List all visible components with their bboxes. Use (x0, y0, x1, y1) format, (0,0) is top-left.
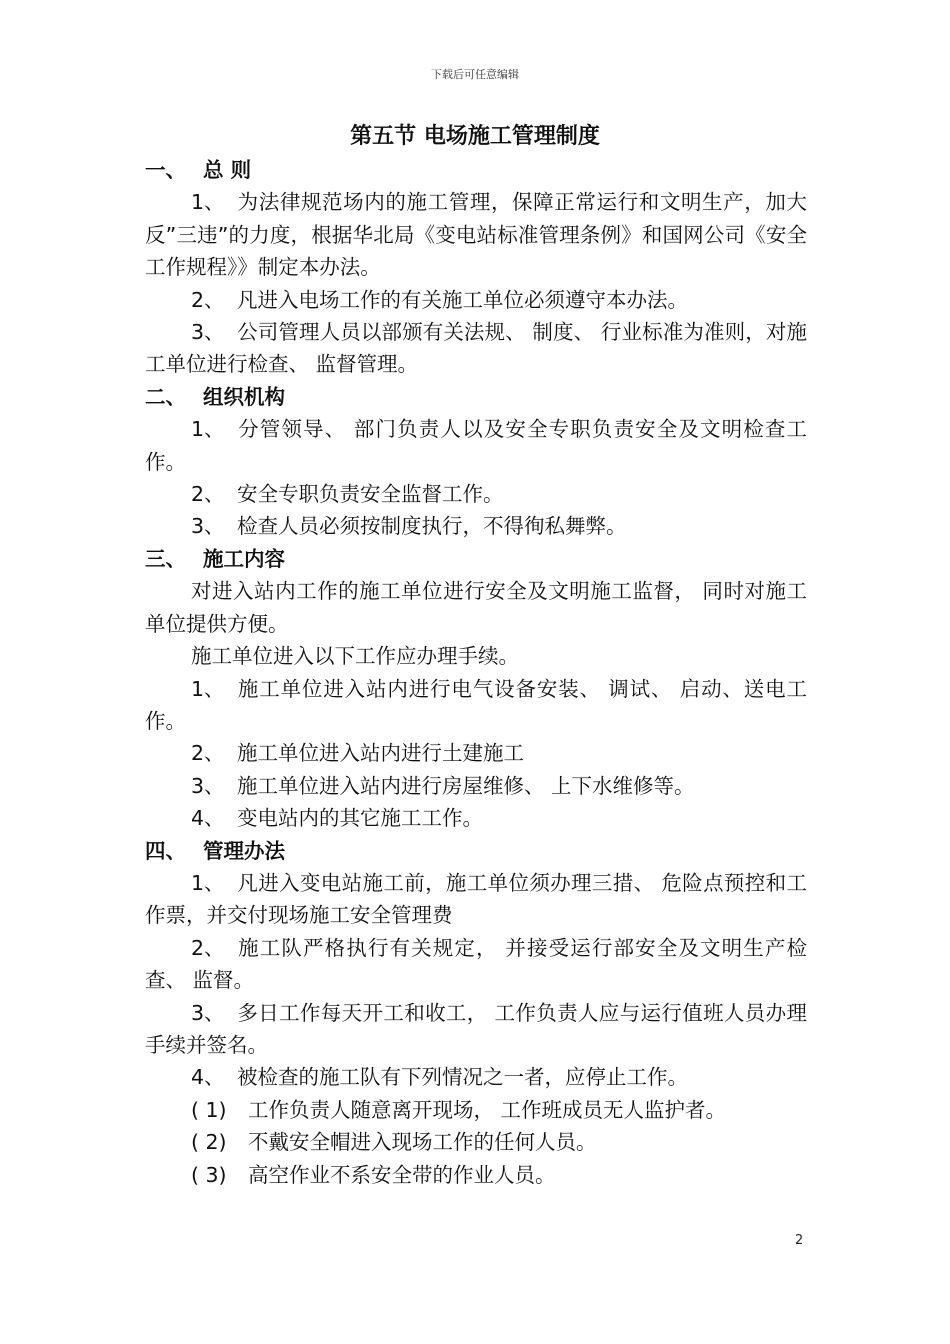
paragraph-text: 被检查的施工队有下列情况之一者，应停止工作。 (237, 1065, 688, 1090)
list-item-text: 不戴安全帽进入现场工作的任何人员。 (248, 1130, 597, 1155)
list-item-number: ( 2) (191, 1130, 227, 1155)
paragraph (145, 478, 807, 510)
paragraph-number: 1、 (191, 676, 225, 701)
paragraph-text: 多日工作每天开工和收工， 工作负责人应与运行值班人员办理手续并签名。 (145, 1000, 807, 1057)
paragraph (145, 770, 807, 802)
paragraph-text: 公司管理人员以部颁有关法规、 制度、 行业标准为准则，对施工单位进行检查、 监督管理。 (145, 320, 807, 377)
paragraph-text: 为法律规范场内的施工管理，保障正常运行和文明生产，加大反”三违”的力度，根据华北局《变电站标准管理条例》和国网公司《安全工作规程》》制定本办法。 (145, 190, 807, 280)
paragraph-number: 2、 (191, 741, 225, 766)
paragraph (145, 510, 807, 542)
paragraph-number: 4、 (191, 1065, 225, 1090)
section-heading-organization (145, 381, 807, 413)
list-item (145, 1159, 807, 1191)
paragraph-number: 3、 (191, 1000, 225, 1025)
paragraph (145, 284, 807, 316)
paragraph-text: 检查人员必须按制度执行，不得徇私舞弊。 (237, 514, 627, 539)
paragraph-number: 1、 (191, 870, 225, 895)
paragraph-text: 施工单位进入以下工作应办理手续。 (191, 644, 519, 669)
section-title: 总 则 (203, 158, 252, 182)
list-item-text: 工作负责人随意离开现场， 工作班成员无人监护者。 (248, 1097, 727, 1122)
paragraph (145, 673, 807, 738)
section-number: 三、 (145, 546, 186, 571)
paragraph-text: 安全专职负责安全监督工作。 (237, 482, 504, 507)
paragraph (145, 997, 807, 1062)
paragraph-text: 施工队严格执行有关规定， 并接受运行部安全及文明生产检查、 监督。 (145, 935, 807, 993)
paragraph (145, 186, 807, 283)
paragraph-text: 分管领导、 部门负责人以及安全专职负责安全及文明检查工作。 (145, 417, 807, 474)
section-title: 组织机构 (203, 384, 285, 409)
paragraph (145, 932, 807, 997)
paragraph-number: 2、 (191, 935, 225, 960)
section-number: 四、 (145, 838, 186, 863)
paragraph-number: 2、 (191, 482, 225, 507)
section-title: 施工内容 (203, 546, 285, 571)
paragraph-text: 凡进入电场工作的有关施工单位必须遵守本办法。 (237, 287, 688, 312)
paragraph-number: 3、 (191, 514, 225, 539)
document-title: 第五节 电场施工管理制度 (350, 124, 600, 149)
paragraph (145, 316, 807, 381)
section-heading-general (145, 154, 807, 186)
paragraph-number: 3、 (191, 320, 225, 345)
paragraph-text: 施工单位进入站内进行土建施工 (237, 741, 524, 766)
list-item-number: ( 3) (191, 1162, 227, 1187)
page-number: 2 (795, 1233, 804, 1248)
paragraph (145, 1061, 807, 1093)
paragraph-number: 3、 (191, 773, 225, 798)
paragraph-number: 1、 (191, 417, 225, 442)
paragraph-number: 2、 (191, 287, 225, 312)
paragraph (145, 802, 807, 834)
paragraph-text: 施工单位进入站内进行电气设备安装、 调试、 启动、送电工作。 (145, 676, 807, 733)
paragraph (145, 737, 807, 769)
paragraph-text: 施工单位进入站内进行房屋维修、 上下水维修等。 (237, 773, 695, 798)
paragraph-number: 1、 (191, 190, 225, 215)
section-number: 二、 (145, 384, 186, 409)
section-heading-management-measures (145, 835, 807, 867)
paragraph (145, 575, 807, 640)
list-item-text: 高空作业不系安全带的作业人员。 (248, 1162, 556, 1187)
paragraph-text: 对进入站内工作的施工单位进行安全及文明施工监督， 同时对施工单位提供方便。 (145, 579, 807, 636)
section-title: 管理办法 (203, 838, 285, 863)
paragraph (145, 640, 807, 672)
paragraph-text: 变电站内的其它施工工作。 (237, 806, 483, 831)
paragraph-text: 凡进入变电站施工前，施工单位须办理三措、 危险点预控和工作票，并交付现场施工安全管理费 (145, 870, 807, 928)
section-number: 一、 (145, 158, 186, 182)
list-item-number: ( 1) (191, 1097, 227, 1122)
paragraph (145, 867, 807, 932)
list-item (145, 1126, 807, 1158)
list-item (145, 1094, 807, 1126)
paragraph (145, 413, 807, 478)
page-header-note: 下载后可任意编辑 (431, 68, 519, 81)
section-heading-construction-content (145, 543, 807, 575)
document-body (145, 154, 807, 1191)
paragraph-number: 4、 (191, 806, 225, 831)
